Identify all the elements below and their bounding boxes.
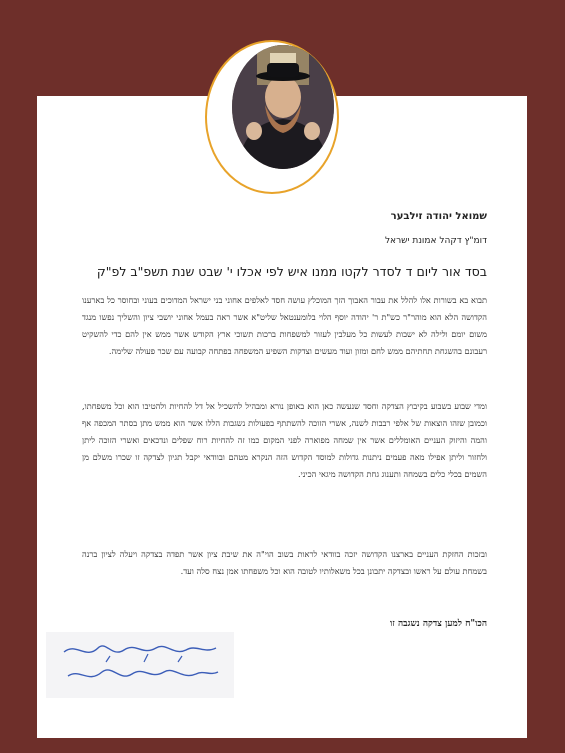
author-title: דומ"ץ דקהל אמונת ישראל [384,236,487,246]
author-name: שמואל יהודה זילבער [390,211,487,222]
portrait-image [232,45,334,169]
letter-paragraph-1: תבוא בא בשורות אלו להלל את עבור האבוך הזך המוכלץ עושה חסד לאלפים אחוני בני ישראל המדוכים בעוני ובחוסר כל בארענו הקדושה הלא הוא מוהר"ר כש"ת ר' יהודה יוסף הלוי בלומענטאל שליט"א אשר ראה בעמל אחוני יושבי ציון והשליך נפשו מנגד משום יומם ולילה לא ישבות לעשות כל מעלבין לעזור למשפחות ברכות תשוכי ארץ הקודש אשר ממש אין להם כדי להשקיט רעבונם בהשגחת תחתיהם ממש לחם ומזון ועוד מעשים וצדקות השפיע המשפחה בפתחה קבועה עם שכר פעולה שלימה. [82,295,487,356]
letter-paragraph-3: ובזכות החזקת העניים בארצנו הקדושה יזכה בוודאי לראות בשוב הוי"ה את שיבת ציון אשר תפדה בצדקה ויעלה לציון ברנה בשמחת עולם על ראשו ובצדקה יתבונן בכל משאלותיו לטובה הוא וכל משפחתו אמן נצח סלה ועד. [82,549,487,576]
letter-paragraph-2: ומדי שבוע בשבוע בקיבוץ הצדקה וחסד שנעשה כאן הוא באופן נורא ומבהיל להשכיל אל דל להחיות ולהטיבו הוא וכל משפחתו, וכמובן שזהו הוצאות של אלפי רבבות לשנה, אשרי הזוכה להשתתף בפעולות נשגבות הללו אשר הוא ממש מתן בסתר המכפה אף והמה והיזוק העניים האומללים אשר אין שמחה מפוארה לפני המקום כמו זה להחיות רוח שפלים ונדכאים ואשרי הזוכה ליתן ולחזור וליתן אפילו מאה פעמים ניתנות גדולות למוסד הקדוש הזה הנקרא מטהם ובוודאי יקבל תגיון לצדקה זו שכרו משלם מן השמים בכלי כלים בשמחה ותענוג גחת הקדושה מיגאי הכיני. [82,401,487,479]
letter-headline: בסד אור ליום ד לסדר לקטו ממנו איש לפי אכלו י' שבט שנת תשפ"ב לפ"ק [96,264,487,279]
handwritten-signature [46,632,234,698]
letter-closing: הכו"ח למען צדקה נשגבה זו [390,619,487,629]
rabbi-portrait [232,45,334,169]
